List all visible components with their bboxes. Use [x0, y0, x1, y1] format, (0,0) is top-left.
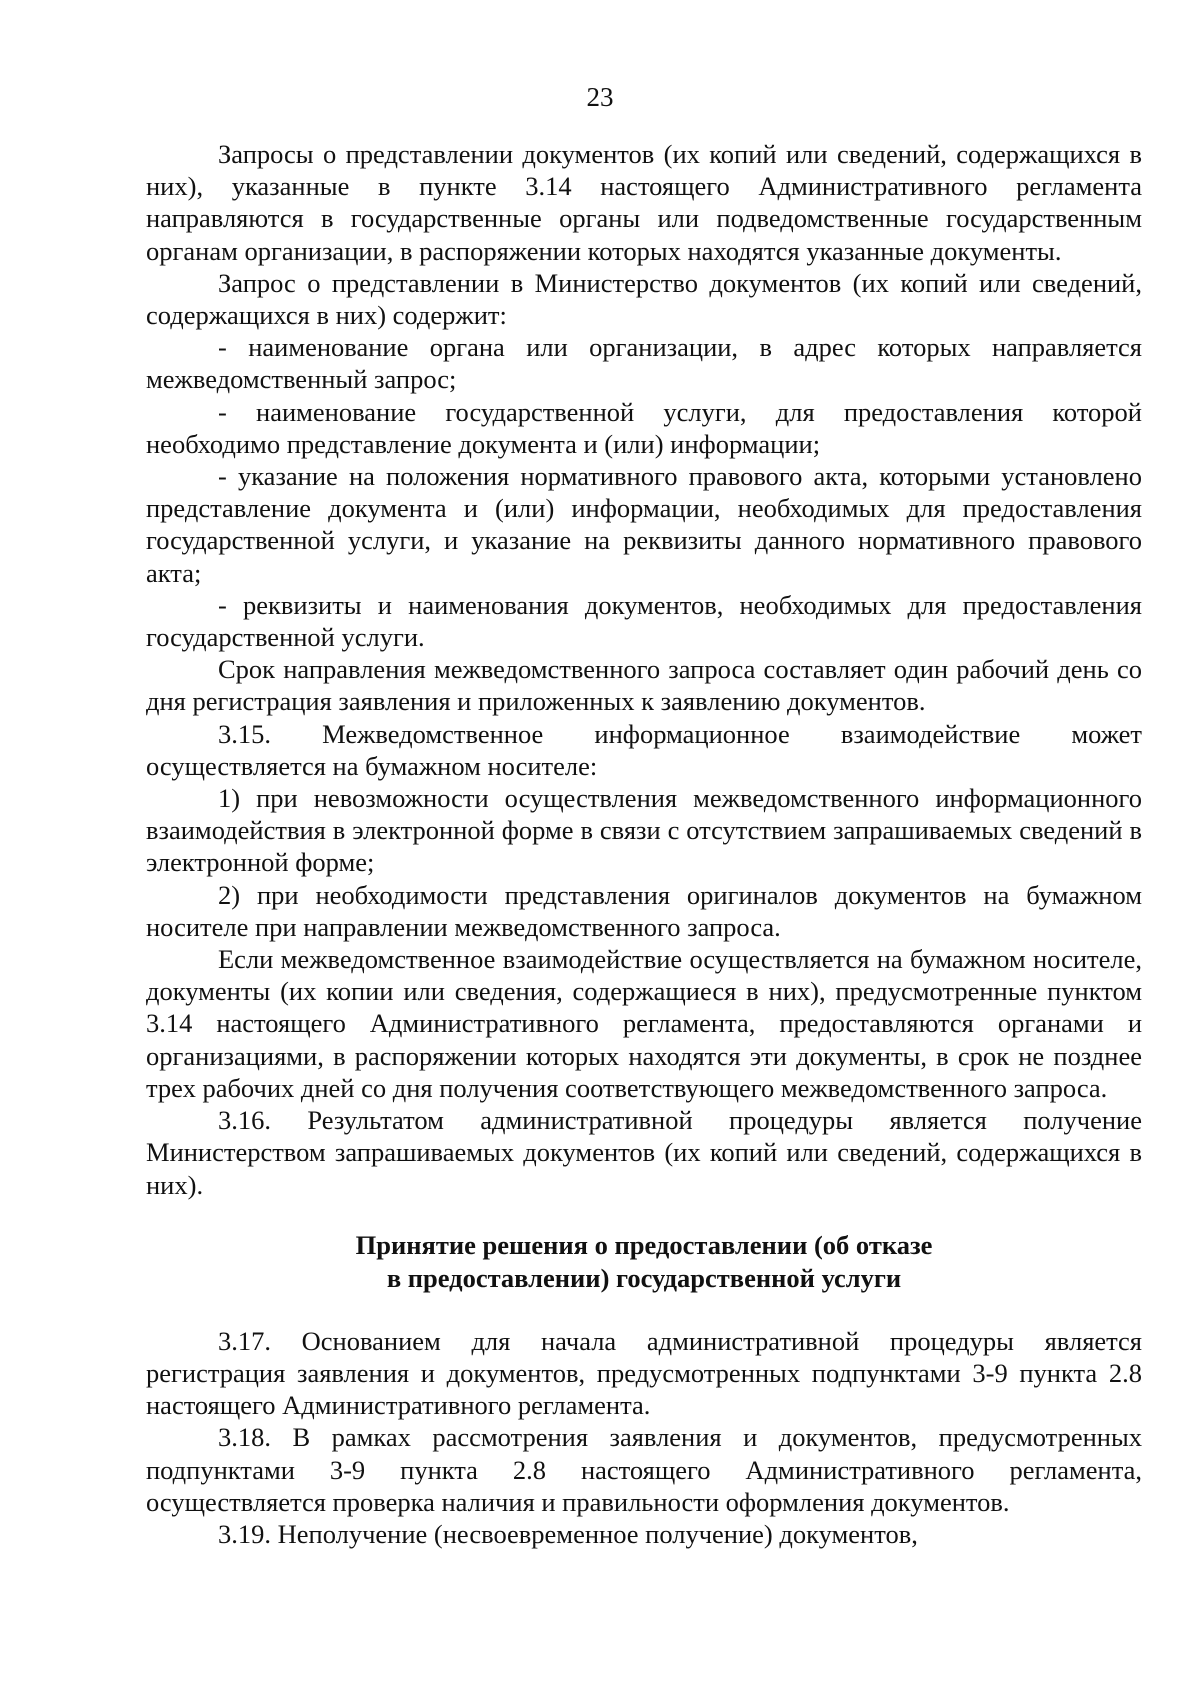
paragraph: 3.17. Основанием для начала административной процедуры является регистрация заявления и документов, предусмотренных подпунктами 3-9 пункта 2.8 настоящего Административного регламента.	[146, 1325, 1142, 1421]
paragraph: Запросы о представлении документов (их копий или сведений, содержащихся в них), указанные в пункте 3.14 настоящего Административного регламента направляются в государственные органы или подведомственные государственным органам организации, в распоряжении которых находятся указанные документы.	[146, 139, 1142, 266]
section-heading-line: в предоставлении) государственной услуги	[386, 1262, 902, 1293]
page-number: 23	[586, 82, 614, 112]
list-item: - реквизиты и наименования документов, необходимых для предоставления государственной услуги.	[146, 589, 1142, 653]
paragraph: Запрос о представлении в Министерство документов (их копий или сведений, содержащихся в них) содержит:	[146, 267, 1142, 331]
list-item: - указание на положения нормативного правового акта, которыми установлено представление документа и (или) информации, необходимых для предоставления государственной услуги, и указание на реквизиты данного нормативного правового акта;	[146, 461, 1142, 588]
list-item: - наименование органа или организации, в адрес которых направляется межведомственный запрос;	[146, 332, 1142, 395]
paragraph: 3.15. Межведомственное информационное взаимодействие может осуществляется на бумажном носителе:	[146, 718, 1142, 781]
section-heading-line: Принятие решения о предоставлении (об отказе	[355, 1229, 933, 1260]
list-item: - наименование государственной услуги, для предоставления которой необходимо представление документа и (или) информации;	[146, 396, 1142, 459]
document-body	[146, 138, 1142, 1550]
paragraph: Если межведомственное взаимодействие осуществляется на бумажном носителе, документы (их копии или сведения, содержащиеся в них), предусмотренные пунктом 3.14 настоящего Административного регламента, предоставляются органами и организациями, в распоряжении которых находятся эти документы, в срок не позднее трех рабочих дней со дня получения соответствующего межведомственного запроса.	[146, 944, 1142, 1103]
list-item: 1) при невозможности осуществления межведомственного информационного взаимодействия в электронной форме в связи с отсутствием запрашиваемых сведений в электронной форме;	[146, 783, 1142, 878]
list-item: 2) при необходимости представления оригиналов документов на бумажном носителе при направлении межведомственного запроса.	[146, 879, 1142, 942]
paragraph: 3.16. Результатом административной процедуры является получение Министерством запрашиваемых документов (их копий или сведений, содержащихся в них).	[146, 1105, 1142, 1200]
paragraph: 3.18. В рамках рассмотрения заявления и документов, предусмотренных подпунктами 3-9 пункта 2.8 настоящего Административного регламента, осуществляется проверка наличия и правильности оформления документов.	[146, 1422, 1142, 1517]
section-heading	[146, 1229, 1142, 1295]
paragraph: 3.19. Неполучение (несвоевременное получение) документов,	[218, 1518, 918, 1549]
paragraph: Срок направления межведомственного запроса составляет один рабочий день со дня регистрация заявления и приложенных к заявлению документов.	[146, 654, 1142, 717]
